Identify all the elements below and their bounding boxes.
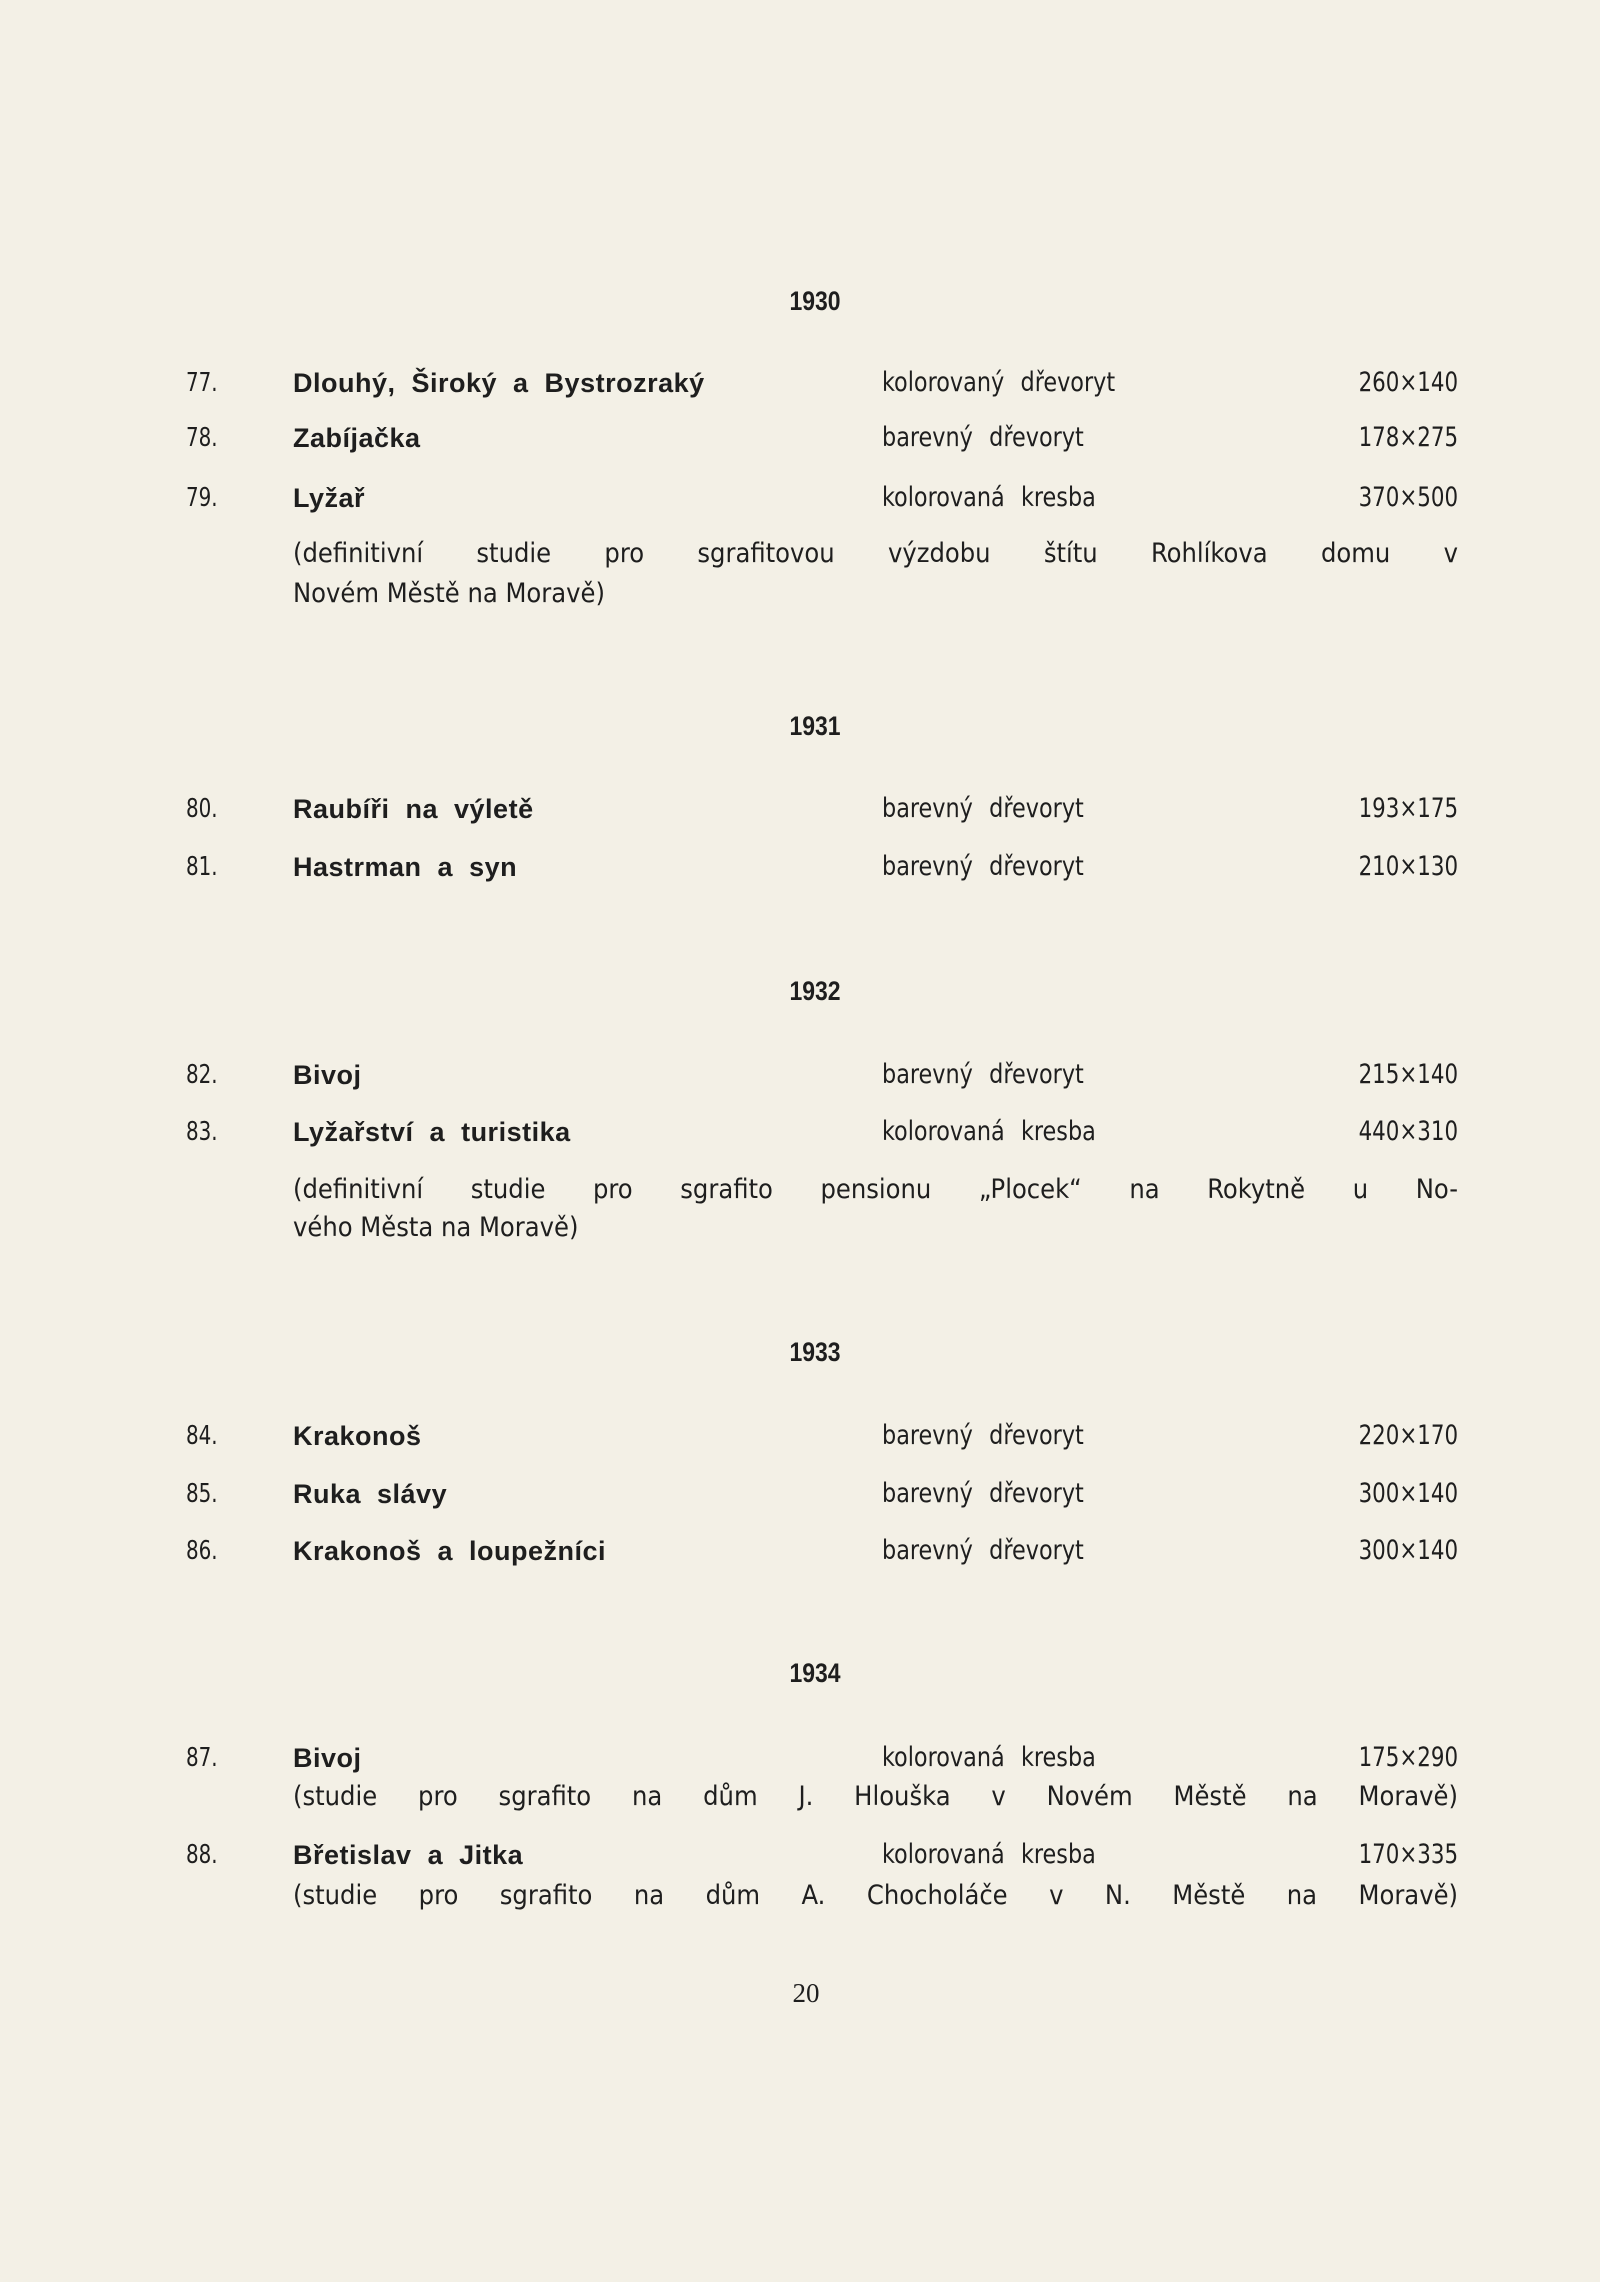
entry-technique: barevný dřevoryt <box>882 793 1084 824</box>
entry-title: Raubíři na výletě <box>293 794 534 824</box>
entry-number: 78. <box>186 423 218 453</box>
entry-number: 77. <box>186 368 218 398</box>
entry-title: Zabíjačka <box>293 423 421 453</box>
entry-technique: kolorovaná kresba <box>882 482 1096 513</box>
entry-size: 193×175 <box>1358 793 1458 824</box>
entry-size: 170×335 <box>1358 1839 1458 1870</box>
entry-technique: barevný dřevoryt <box>882 851 1084 882</box>
year-heading: 1934 <box>789 1658 841 1688</box>
entry-note: vého Města na Moravě) <box>293 1212 579 1243</box>
entry-technique: kolorovaná kresba <box>882 1116 1096 1147</box>
entry-title: Břetislav a Jitka <box>293 1840 524 1870</box>
page-number: 20 <box>792 1978 820 2008</box>
entry-size: 300×140 <box>1358 1535 1458 1566</box>
entry-title: Lyžař <box>293 483 366 513</box>
entry-title: Bivoj <box>293 1743 362 1773</box>
entry-size: 210×130 <box>1358 851 1458 882</box>
entry-size: 220×170 <box>1358 1420 1458 1451</box>
entry-title: Krakonoš a loupežníci <box>293 1536 607 1566</box>
entry-number: 86. <box>186 1536 218 1566</box>
entry-technique: barevný dřevoryt <box>882 1535 1084 1566</box>
entry-title: Ruka slávy <box>293 1479 448 1509</box>
year-heading: 1931 <box>789 711 841 741</box>
entry-number: 85. <box>186 1479 218 1509</box>
entry-number: 80. <box>186 794 218 824</box>
entry-size: 370×500 <box>1358 482 1458 513</box>
entry-number: 79. <box>186 483 218 513</box>
entry-note: (studie pro sgrafito na dům A. Chocholáče v N. Městě na Moravě) <box>293 1880 1458 1911</box>
entry-title: Hastrman a syn <box>293 852 518 882</box>
year-heading: 1930 <box>789 286 841 316</box>
entry-technique: kolorovaná kresba <box>882 1839 1096 1870</box>
entry-number: 81. <box>186 852 218 882</box>
year-heading: 1932 <box>789 976 841 1006</box>
entry-note: (definitivní studie pro sgrafito pensionu „Plocek“ na Rokytně u No- <box>293 1174 1458 1205</box>
entry-title: Lyžařství a turistika <box>293 1117 571 1147</box>
entry-note: (definitivní studie pro sgrafitovou výzdobu štítu Rohlíkova domu v <box>293 538 1458 569</box>
entry-technique: kolorovaný dřevoryt <box>882 367 1116 398</box>
entry-number: 83. <box>186 1117 218 1147</box>
entry-technique: barevný dřevoryt <box>882 1478 1084 1509</box>
entry-size: 178×275 <box>1358 422 1458 453</box>
entry-number: 87. <box>186 1743 218 1773</box>
entry-title: Krakonoš <box>293 1421 422 1451</box>
entry-title: Bivoj <box>293 1060 362 1090</box>
entry-title: Dlouhý, Široký a Bystrozraký <box>293 368 705 398</box>
year-heading: 1933 <box>789 1337 841 1367</box>
entry-technique: kolorovaná kresba <box>882 1742 1096 1773</box>
entry-technique: barevný dřevoryt <box>882 1059 1084 1090</box>
entry-technique: barevný dřevoryt <box>882 1420 1084 1451</box>
entry-size: 300×140 <box>1358 1478 1458 1509</box>
entry-size: 175×290 <box>1358 1742 1458 1773</box>
entry-technique: barevný dřevoryt <box>882 422 1084 453</box>
entry-size: 260×140 <box>1358 367 1458 398</box>
entry-number: 88. <box>186 1840 218 1870</box>
entry-number: 84. <box>186 1421 218 1451</box>
entry-note: Novém Městě na Moravě) <box>293 578 605 609</box>
entry-number: 82. <box>186 1060 218 1090</box>
entry-note: (studie pro sgrafito na dům J. Hlouška v Novém Městě na Moravě) <box>293 1781 1458 1812</box>
entry-size: 215×140 <box>1358 1059 1458 1090</box>
entry-size: 440×310 <box>1358 1116 1458 1147</box>
